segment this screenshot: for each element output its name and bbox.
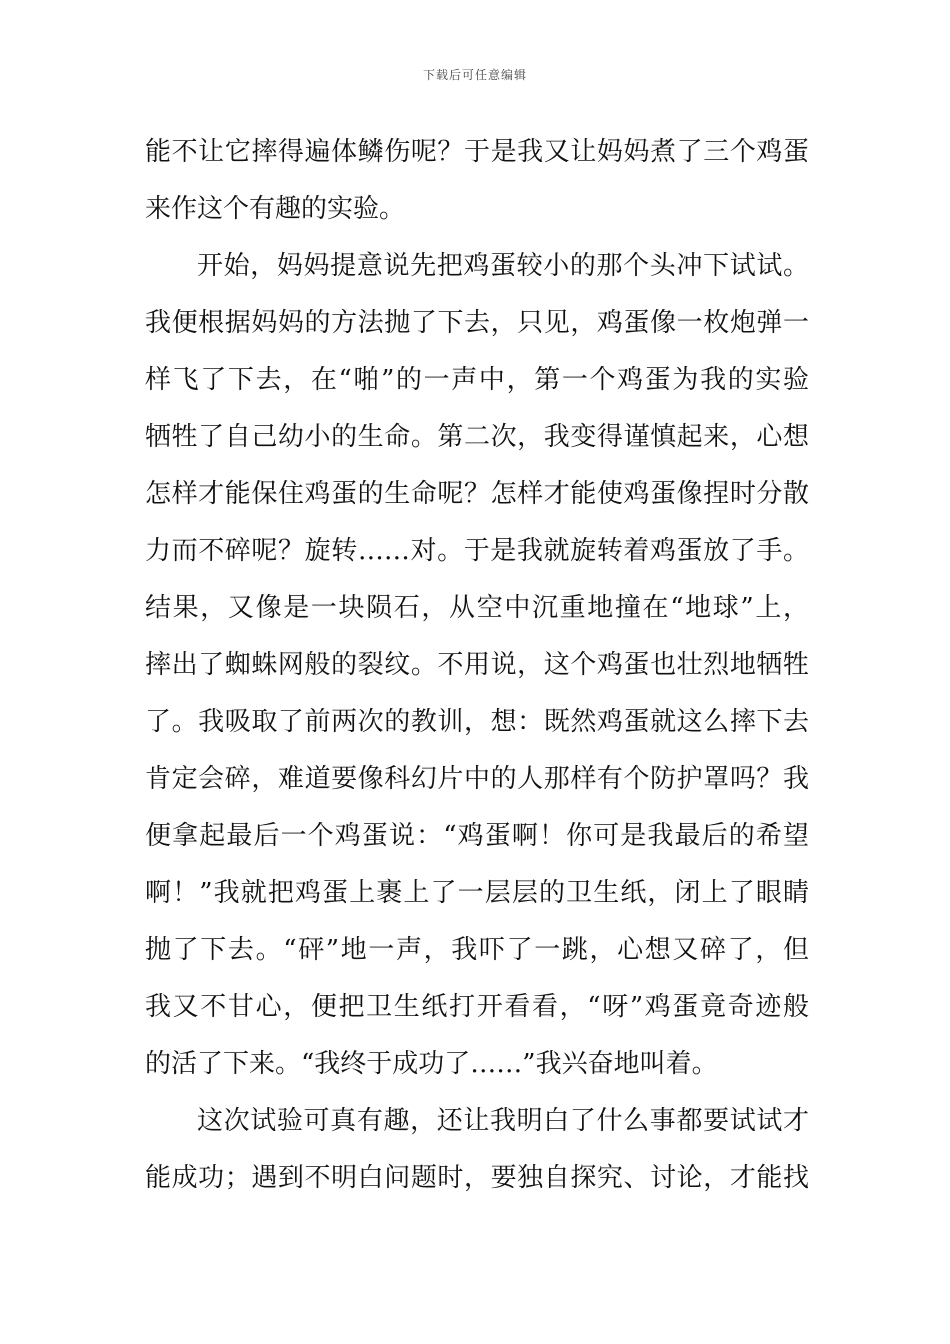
text-line: 我又不甘心，便把卫生纸打开看看，“呀”鸡蛋竟奇迹般: [145, 992, 809, 1022]
text-line: 啊！”我就把鸡蛋上裹上了一层层的卫生纸，闭上了眼睛: [145, 878, 809, 908]
text-line: 样飞了下去，在“啪”的一声中，第一个鸡蛋为我的实验: [145, 365, 809, 395]
text-line: 的活了下来。“我终于成功了……”我兴奋地叫着。: [145, 1049, 718, 1079]
paragraph-start-line: 开始，妈妈提意说先把鸡蛋较小的那个头冲下试试。: [197, 251, 809, 281]
text-line: 力而不碎呢？旋转……对。于是我就旋转着鸡蛋放了手。: [145, 536, 809, 566]
text-line: 怎样才能保住鸡蛋的生命呢？怎样才能使鸡蛋像捏时分散: [145, 479, 809, 509]
page-header: 下载后可任意编辑: [422, 68, 527, 82]
text-line: 了。我吸取了前两次的教训，想：既然鸡蛋就这么摔下去: [145, 707, 809, 737]
text-line: 结果，又像是一块陨石，从空中沉重地撞在“地球”上，: [145, 593, 809, 623]
text-line: 能不让它摔得遍体鳞伤呢？于是我又让妈妈煮了三个鸡蛋: [145, 137, 809, 167]
text-line: 能成功；遇到不明白问题时，要独自探究、讨论，才能找: [145, 1163, 809, 1193]
text-line: 便拿起最后一个鸡蛋说：“鸡蛋啊！你可是我最后的希望: [145, 821, 809, 851]
text-line: 肯定会碎，难道要像科幻片中的人那样有个防护罩吗？我: [145, 764, 809, 794]
text-line: 我便根据妈妈的方法抛了下去，只见，鸡蛋像一枚炮弹一: [145, 308, 809, 338]
text-line: 牺牲了自己幼小的生命。第二次，我变得谨慎起来，心想: [145, 422, 809, 452]
document-body: [145, 124, 809, 1207]
text-line: 来作这个有趣的实验。: [145, 194, 406, 224]
text-line: 摔出了蜘蛛网般的裂纹。不用说，这个鸡蛋也壮烈地牺牲: [145, 650, 809, 680]
paragraph-start-line: 这次试验可真有趣，还让我明白了什么事都要试试才: [197, 1106, 809, 1136]
text-line: 抛了下去。“砰”地一声，我吓了一跳，心想又碎了，但: [145, 935, 809, 965]
